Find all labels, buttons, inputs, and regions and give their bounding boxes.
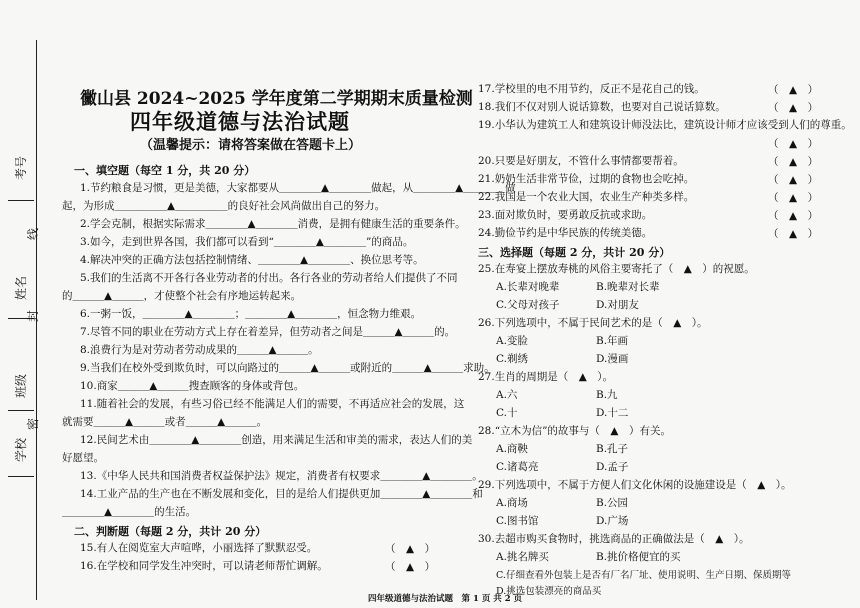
kaohao-underline bbox=[8, 200, 34, 201]
exam-title: 黴山县 2024~2025 学年度第二学期期末质量检测 bbox=[80, 89, 473, 109]
option-26c: C.剃绣 bbox=[496, 353, 528, 365]
option-25d: D.对朋友 bbox=[596, 299, 639, 311]
answer-box-15: （ ▲ ） bbox=[385, 543, 436, 555]
question-11-line1: 11.随着社会的发展，有些习俗已经不能满足人们的需要，不再适应社会的发展，这 bbox=[80, 398, 465, 410]
question-24: 24.勤俭节约是中华民族的传统美德。 bbox=[478, 227, 653, 239]
exam-hint: （温馨提示：请将答案做在答题卡上） bbox=[140, 138, 362, 153]
option-25a: A.长辈对晚辈 bbox=[496, 281, 560, 293]
answer-box-19: （ ▲ ） bbox=[768, 138, 819, 150]
option-25c: C.父母对孩子 bbox=[496, 299, 560, 311]
question-20: 20.只要是好朋友，不管什么事情都要帮着。 bbox=[478, 155, 684, 167]
option-27b: B.九 bbox=[596, 389, 618, 401]
question-13: 13.《中华人民共和国消费者权益保护法》规定，消费者有权要求＿＿＿＿▲＿＿＿＿。 bbox=[80, 470, 483, 482]
question-1-line1: 1.节约粮食是习惯，更是美德，大家都要从＿＿＿＿▲＿＿＿＿做起，从＿＿＿＿▲＿＿＿＿做 bbox=[80, 182, 516, 194]
question-16: 16.在学校和同学发生冲突时，可以请老师帮忙调解。 bbox=[80, 560, 328, 572]
question-30: 30.去超市购买食物时，挑选商品的正确做法是（ ▲ ）。 bbox=[478, 533, 750, 545]
question-23: 23.面对欺负时，要勇敢反抗或求助。 bbox=[478, 209, 653, 221]
question-10: 10.商家＿＿＿▲＿＿＿搜查顾客的身体或背包。 bbox=[80, 380, 305, 392]
margin-label-feng: 封 bbox=[26, 309, 40, 322]
option-30b: B.挑价格便宜的买 bbox=[596, 551, 681, 563]
answer-box-22: （ ▲ ） bbox=[768, 192, 819, 204]
answer-box-21: （ ▲ ） bbox=[768, 174, 819, 186]
answer-box-20: （ ▲ ） bbox=[768, 156, 819, 168]
answer-box-17: （ ▲ ） bbox=[768, 84, 819, 96]
option-26b: B.年画 bbox=[596, 335, 629, 347]
option-30a: A.挑名牌买 bbox=[496, 551, 549, 563]
question-4: 4.解决冲突的正确方法包括控制情绪、＿＿＿＿▲＿＿＿＿、换位思考等。 bbox=[80, 254, 424, 266]
margin-label-xuexiao: 学校 bbox=[14, 437, 28, 462]
option-27d: D.十二 bbox=[596, 407, 629, 419]
option-25b: B.晚辈对长辈 bbox=[596, 281, 660, 293]
section1-heading: 一、填空题（每空 1 分，共 20 分） bbox=[74, 164, 256, 177]
banji-underline bbox=[8, 410, 34, 411]
question-28: 28.“立木为信”的故事与（ ▲ ）有关。 bbox=[478, 425, 672, 437]
margin-label-mi: 密 bbox=[26, 417, 40, 430]
question-11-line2: 就需要＿＿＿▲＿＿＿或者＿＿＿▲＿＿＿。 bbox=[62, 416, 268, 428]
margin-label-xingming: 姓名 bbox=[14, 275, 28, 300]
question-14-line1: 14.工业产品的生产也在不断发展和变化，目的是给人们提供更加＿＿＿＿▲＿＿＿＿和 bbox=[80, 488, 483, 500]
margin-label-xian: 线 bbox=[26, 227, 40, 240]
question-5-line1: 5.我们的生活离不开各行各业劳动者的付出。各行各业的劳动者给人们提供了不同 bbox=[80, 272, 458, 284]
option-29b: B.公园 bbox=[596, 497, 629, 509]
question-7: 7.尽管不同的职业在劳动方式上存在着差异，但劳动者之间是＿＿＿▲＿＿＿的。 bbox=[80, 326, 456, 338]
option-26d: D.漫画 bbox=[596, 353, 629, 365]
margin-label-kaohao: 考号 bbox=[14, 155, 28, 180]
question-15: 15.有人在阅览室大声喧哗，小丽选择了默默忍受。 bbox=[80, 542, 318, 554]
option-28c: C.诸葛亮 bbox=[496, 461, 539, 473]
answer-box-23: （ ▲ ） bbox=[768, 210, 819, 222]
option-28b: B.孔子 bbox=[596, 443, 629, 455]
question-6: 6.一粥一饭，＿＿＿＿▲＿＿＿＿；＿＿＿＿▲＿＿＿＿，恒念物力维艰。 bbox=[80, 308, 422, 320]
answer-box-18: （ ▲ ） bbox=[768, 102, 819, 114]
option-28d: D.孟子 bbox=[596, 461, 629, 473]
answer-box-16: （ ▲ ） bbox=[385, 561, 436, 573]
option-27a: A.六 bbox=[496, 389, 518, 401]
question-9: 9.当我们在校外受到欺负时，可以向路过的＿＿＿▲＿＿＿或附近的＿＿＿▲＿＿＿求助。 bbox=[80, 362, 495, 374]
answer-box-24: （ ▲ ） bbox=[768, 228, 819, 240]
question-18: 18.我们不仅对别人说话算数，也要对自己说话算数。 bbox=[478, 101, 726, 113]
question-8: 8.浪费行为是对劳动者劳动成果的＿＿＿▲＿＿＿。 bbox=[80, 344, 319, 356]
question-26: 26.下列选项中，不属于民间艺术的是（ ▲ ）。 bbox=[478, 317, 708, 329]
option-26a: A.变脸 bbox=[496, 335, 528, 347]
question-14-line2: ＿＿＿＿▲＿＿＿＿的生活。 bbox=[62, 506, 197, 518]
question-27: 27.生肖的周期是（ ▲ ）。 bbox=[478, 371, 614, 383]
section2-heading: 二、判断题（每题 2 分，共计 20 分） bbox=[74, 525, 267, 538]
question-22: 22.我国是一个农业大国，农业生产种类多样。 bbox=[478, 191, 695, 203]
option-29a: A.商场 bbox=[496, 497, 528, 509]
question-12-line2: 好愿望。 bbox=[62, 452, 104, 464]
section3-heading: 三、选择题（每题 2 分，共计 20 分） bbox=[478, 246, 671, 259]
option-27c: C.十 bbox=[496, 407, 518, 419]
option-30d: D.挑选包装漂亮的商品买 bbox=[496, 586, 602, 597]
option-30c: C.仔细查看外包装上是否有厂名厂址、使用说明、生产日期、保质期等 bbox=[496, 570, 791, 581]
question-5-line2: 的＿＿＿▲＿＿＿，才使整个社会有序地运转起来。 bbox=[62, 290, 302, 302]
question-29: 29.下列选项中，不属于方便人们文化休闲的设施建设是（ ▲ ）。 bbox=[478, 479, 792, 491]
question-17: 17.学校里的电不用节约，反正不是花自己的钱。 bbox=[478, 83, 705, 95]
question-3: 3.如今，走到世界各国，我们都可以看到“＿＿＿＿▲＿＿＿＿”的商品。 bbox=[80, 236, 414, 248]
question-1-line2: 起，为形成＿＿＿＿＿▲＿＿＿＿＿的良好社会风尚做出自己的努力。 bbox=[62, 200, 386, 212]
question-19: 19.小华认为建筑工人和建筑设计师没法比，建筑设计师才应该受到人们的尊重。 bbox=[478, 119, 852, 131]
question-12-line1: 12.民间艺术由＿＿＿＿▲＿＿＿＿创造，用来满足生活和审美的需求，表达人们的美 bbox=[80, 434, 473, 446]
exam-subtitle: 四年级道德与法治试题 bbox=[130, 109, 350, 134]
question-2: 2.学会克制，根据实际需求＿＿＿＿▲＿＿＿＿消费，是拥有健康生活的重要条件。 bbox=[80, 218, 466, 230]
margin-label-banji: 班级 bbox=[14, 373, 28, 398]
question-25: 25.在寿宴上摆放寿桃的风俗主要寄托了（ ▲ ）的祝愿。 bbox=[478, 263, 755, 275]
question-21: 21.奶奶生活非常节俭，过期的食物也会吃掉。 bbox=[478, 173, 695, 185]
option-28a: A.商鞅 bbox=[496, 443, 528, 455]
option-29c: C.图书馆 bbox=[496, 515, 539, 527]
xuexiao-underline bbox=[8, 476, 34, 477]
page-footer: 四年级道德与法治试题 第 1 页 共 2 页 bbox=[368, 594, 523, 604]
option-29d: D.广场 bbox=[596, 515, 629, 527]
